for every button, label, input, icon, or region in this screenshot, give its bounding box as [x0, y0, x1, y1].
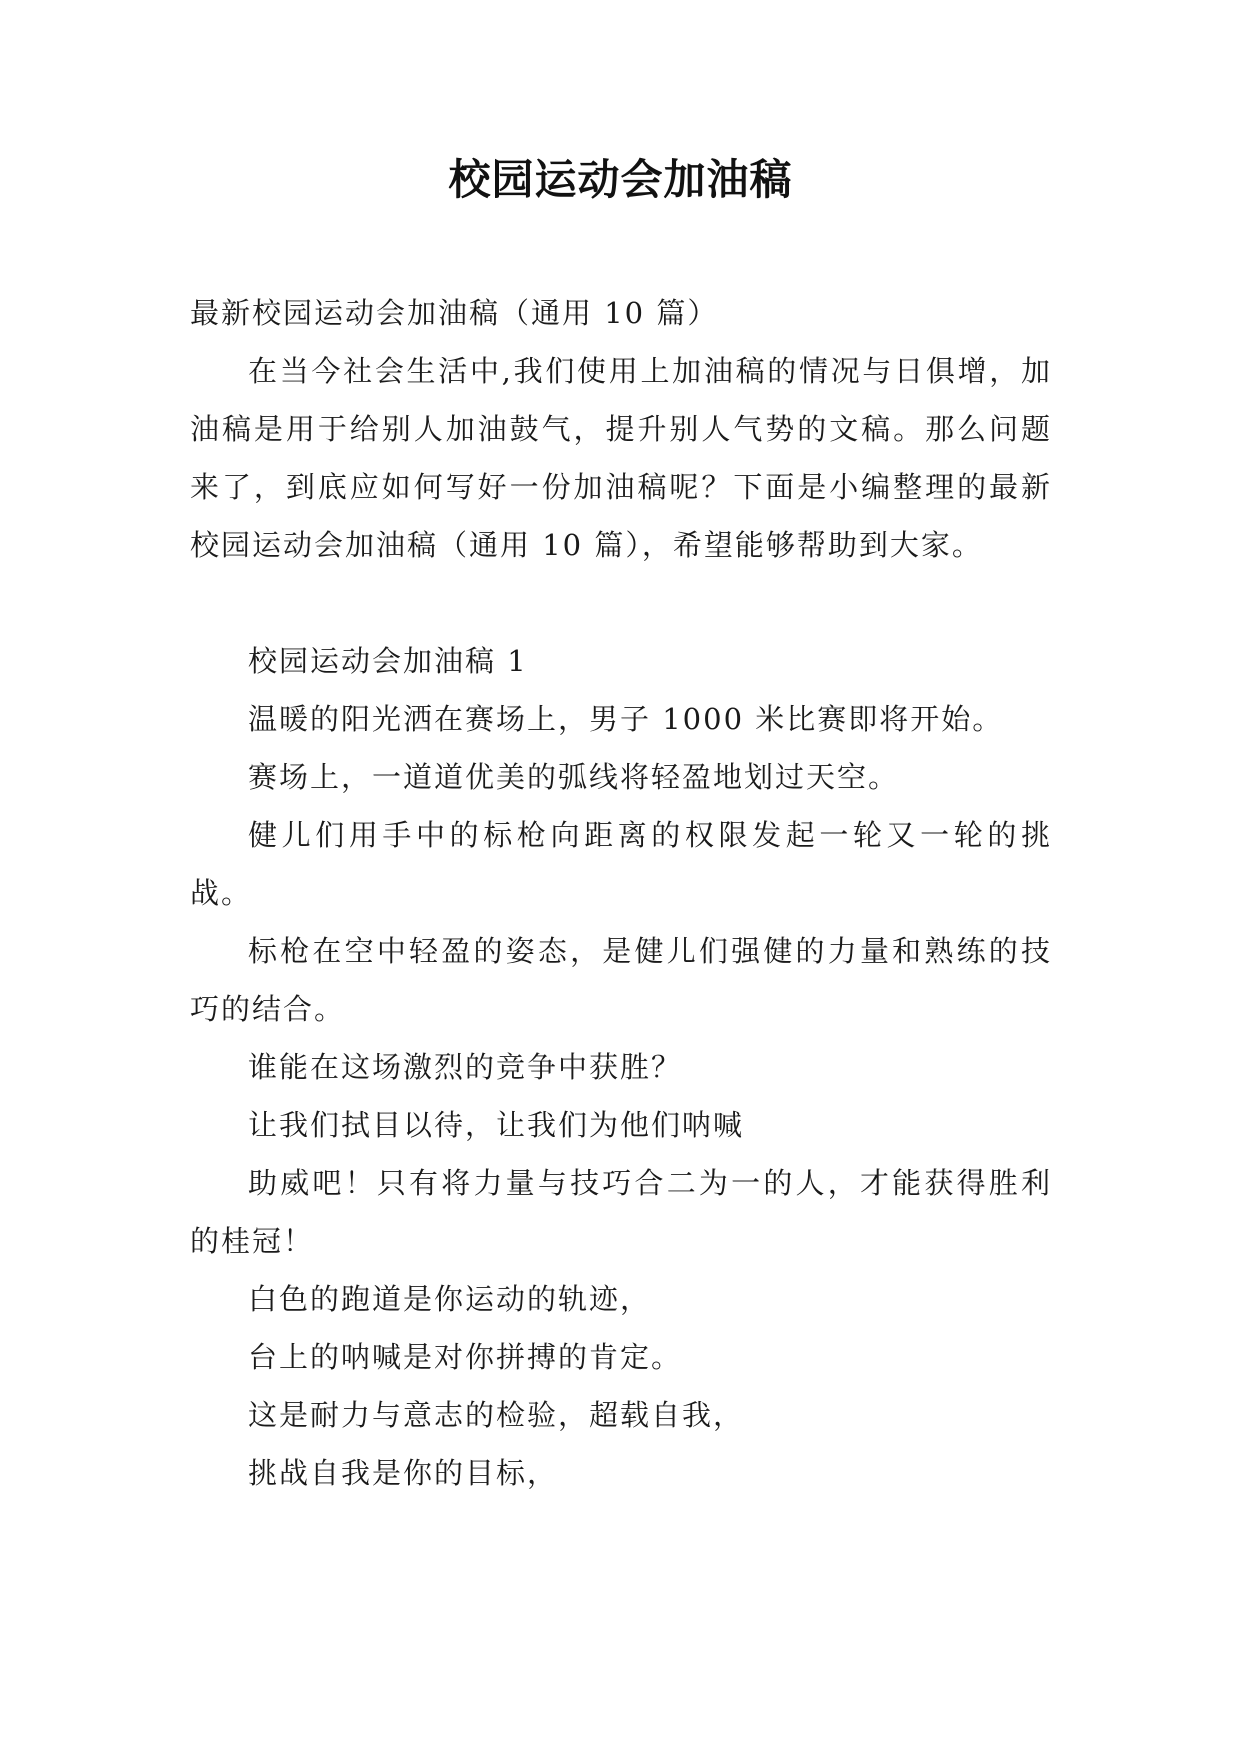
section-heading: 校园运动会加油稿 1 — [248, 644, 528, 678]
intro-paragraph: 在当今社会生活中,我们使用上加油稿的情况与日俱增，加油稿是用于给别人加油鼓气，提升别人气势的文稿。那么问题来了，到底应如何写好一份加油稿呢？下面是小编整理的最新校园运动会加油稿（通用 10 篇），希望能够帮助到大家。 — [190, 354, 1052, 562]
body-paragraph: 挑战自我是你的目标， — [248, 1456, 559, 1490]
body-paragraph: 健儿们用手中的标枪向距离的权限发起一轮又一轮的挑战。 — [190, 818, 1052, 910]
document-subtitle: 最新校园运动会加油稿（通用 10 篇） — [190, 296, 719, 330]
body-paragraph: 让我们拭目以待，让我们为他们呐喊 — [248, 1108, 745, 1142]
body-paragraph: 助威吧！只有将力量与技巧合二为一的人，才能获得胜利的桂冠！ — [190, 1166, 1052, 1258]
paragraph-spacer — [190, 574, 1052, 632]
body-paragraph: 赛场上，一道道优美的弧线将轻盈地划过天空。 — [248, 760, 900, 794]
body-paragraph: 这是耐力与意志的检验，超载自我， — [248, 1398, 745, 1432]
body-paragraph: 谁能在这场激烈的竞争中获胜？ — [248, 1050, 683, 1084]
body-paragraph: 温暖的阳光洒在赛场上，男子 1000 米比赛即将开始。 — [248, 702, 1004, 736]
document-body — [190, 284, 1052, 1502]
body-paragraph: 标枪在空中轻盈的姿态，是健儿们强健的力量和熟练的技巧的结合。 — [190, 934, 1052, 1026]
body-paragraph: 台上的呐喊是对你拼搏的肯定。 — [248, 1340, 683, 1374]
body-paragraph: 白色的跑道是你运动的轨迹， — [248, 1282, 652, 1316]
document-title: 校园运动会加油稿 — [448, 155, 793, 204]
